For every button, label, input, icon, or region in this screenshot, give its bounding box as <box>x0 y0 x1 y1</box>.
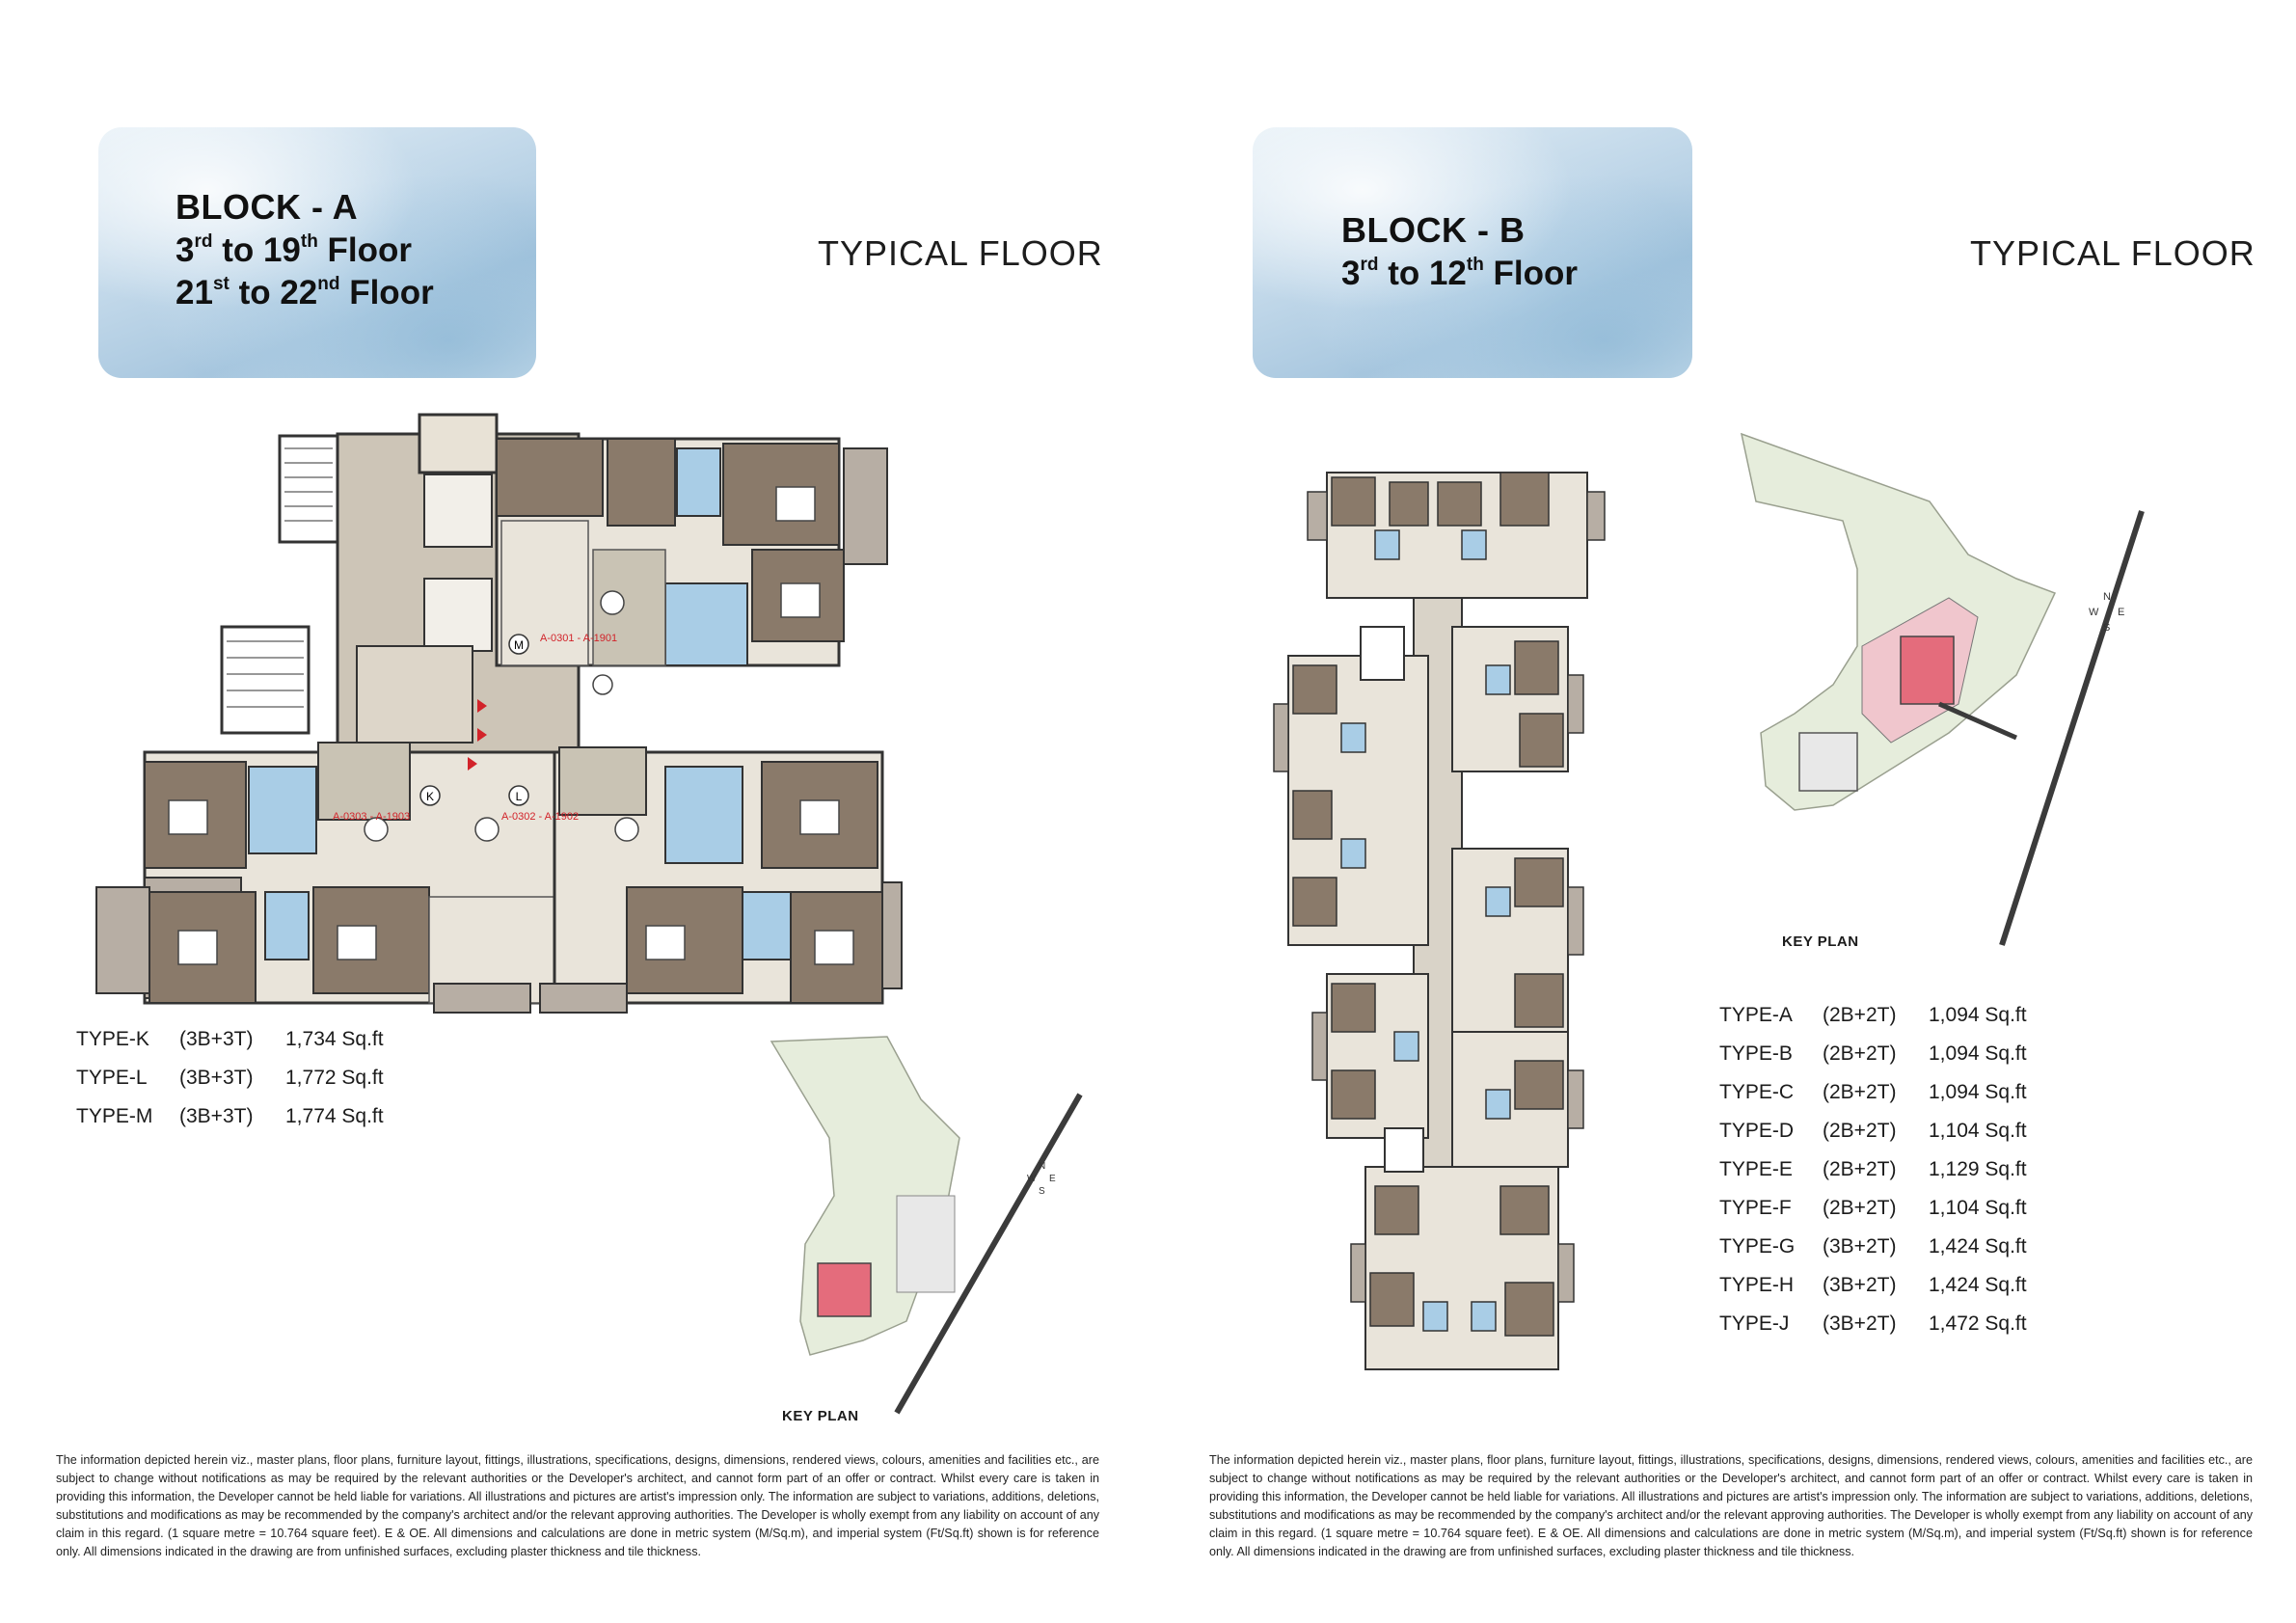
unit-type-row: TYPE-E (2B+2T) 1,129 Sq.ft <box>1719 1158 2027 1180</box>
block-a-floor-range-1: 3rd to 19th Floor <box>176 231 413 269</box>
block-a-title-card <box>98 127 536 378</box>
compass-north: N <box>1039 1161 1046 1172</box>
block-b-label: BLOCK - B <box>1341 210 1526 250</box>
unit-m-marker: M <box>514 638 524 652</box>
block-b-key-plan-label: KEY PLAN <box>1782 933 1859 950</box>
unit-type-row: TYPE-L (3B+3T) 1,772 Sq.ft <box>76 1067 384 1089</box>
block-b-key-plan <box>1727 424 2267 950</box>
unit-type-row: TYPE-A (2B+2T) 1,094 Sq.ft <box>1719 1004 2027 1026</box>
block-b-unit-types <box>1719 996 2027 1343</box>
block-b-disclaimer: The information depicted herein viz., master plans, floor plans, furniture layout, fittings, illustrations, specifications, designs, dimensions, rendered views, colours, amenities and facilities etc., are subject to change without notifications as may be required by the relevant authorities or the Developer's architect, and cannot form part of an offer or contract. Whilst every care is taken in providing this information, the Developer cannot be held liable for variations. All illustrations and pictures are artist's impression only. The information are subject to variations, additions, deletions, substitutions and modifications as may be recommended by the company's architect and/or the relevant approving authorities. The Developer is wholly exempt from any liability on account of any claim in this regard. (1 square metre = 10.764 square feet). E & OE. All dimensions and calculations are done in metric system (M/Sq.m), and imperial system (Ft/Sq.ft) shown is for reference only. All dimensions indicated in the drawing are from unfinished surfaces, excluding plaster thickness and tile thickness. <box>1209 1453 2253 1558</box>
block-b-page <box>1148 0 2296 1623</box>
unit-type-row: TYPE-M (3B+3T) 1,774 Sq.ft <box>76 1105 384 1127</box>
compass-south: S <box>2103 622 2111 634</box>
unit-k-range: A-0303 - A-1903 <box>333 811 411 823</box>
compass-west: W <box>1027 1174 1037 1184</box>
compass-east: E <box>1049 1174 1056 1184</box>
compass-north: N <box>2103 591 2111 603</box>
unit-m-range: A-0301 - A-1901 <box>540 633 618 644</box>
block-a-key-plan <box>762 1032 1090 1418</box>
unit-type-row: TYPE-H (3B+2T) 1,424 Sq.ft <box>1719 1274 2027 1296</box>
block-b-floor-plan <box>1269 434 1635 1389</box>
unit-type-row: TYPE-J (3B+2T) 1,472 Sq.ft <box>1719 1312 2027 1335</box>
block-a-heading <box>176 187 434 312</box>
unit-l-marker: L <box>515 790 523 803</box>
unit-type-row: TYPE-G (3B+2T) 1,424 Sq.ft <box>1719 1235 2027 1258</box>
block-a-label: BLOCK - A <box>176 187 359 227</box>
compass-west: W <box>2089 607 2099 618</box>
block-a-key-plan-label: KEY PLAN <box>782 1408 859 1424</box>
unit-type-row: TYPE-K (3B+3T) 1,734 Sq.ft <box>76 1028 384 1050</box>
unit-type-row: TYPE-C (2B+2T) 1,094 Sq.ft <box>1719 1081 2027 1103</box>
unit-type-row: TYPE-B (2B+2T) 1,094 Sq.ft <box>1719 1042 2027 1065</box>
block-b-typical-floor: TYPICAL FLOOR <box>1970 233 2255 273</box>
block-a-typical-floor: TYPICAL FLOOR <box>818 233 1103 273</box>
block-a-disclaimer: The information depicted herein viz., master plans, floor plans, furniture layout, fittings, illustrations, specifications, designs, dimensions, rendered views, colours, amenities and facilities etc., are subject to change without notifications as may be required by the relevant authorities or the Developer's architect, and cannot form part of an offer or contract. Whilst every care is taken in providing this information, the Developer cannot be held liable for variations. All illustrations and pictures are artist's impression only. The information are subject to variations, additions, deletions, substitutions and modifications as may be recommended by the company's architect and/or the relevant approving authorities. The Developer is wholly exempt from any liability on account of any claim in this regard. (1 square metre = 10.764 square feet). E & OE. All dimensions and calculations are done in metric system (M/Sq.m), and imperial system (Ft/Sq.ft) shown is for reference only. All dimensions indicated in the drawing are from unfinished surfaces, excluding plaster thickness and tile thickness. <box>56 1453 1099 1558</box>
compass-south: S <box>1039 1186 1045 1197</box>
unit-k-marker: K <box>425 790 435 803</box>
unit-type-row: TYPE-F (2B+2T) 1,104 Sq.ft <box>1719 1197 2027 1219</box>
block-b-title-card <box>1253 127 1692 378</box>
block-a-floor-range-2: 21st to 22nd Floor <box>176 274 434 311</box>
block-a-unit-types <box>76 1020 384 1136</box>
unit-type-row: TYPE-D (2B+2T) 1,104 Sq.ft <box>1719 1120 2027 1142</box>
block-a-floor-plan <box>87 405 906 1022</box>
unit-l-range: A-0302 - A-1902 <box>501 811 580 823</box>
block-b-floor-range: 3rd to 12th Floor <box>1341 255 1579 292</box>
compass-east: E <box>2118 607 2125 618</box>
block-b-heading <box>1341 210 1578 293</box>
